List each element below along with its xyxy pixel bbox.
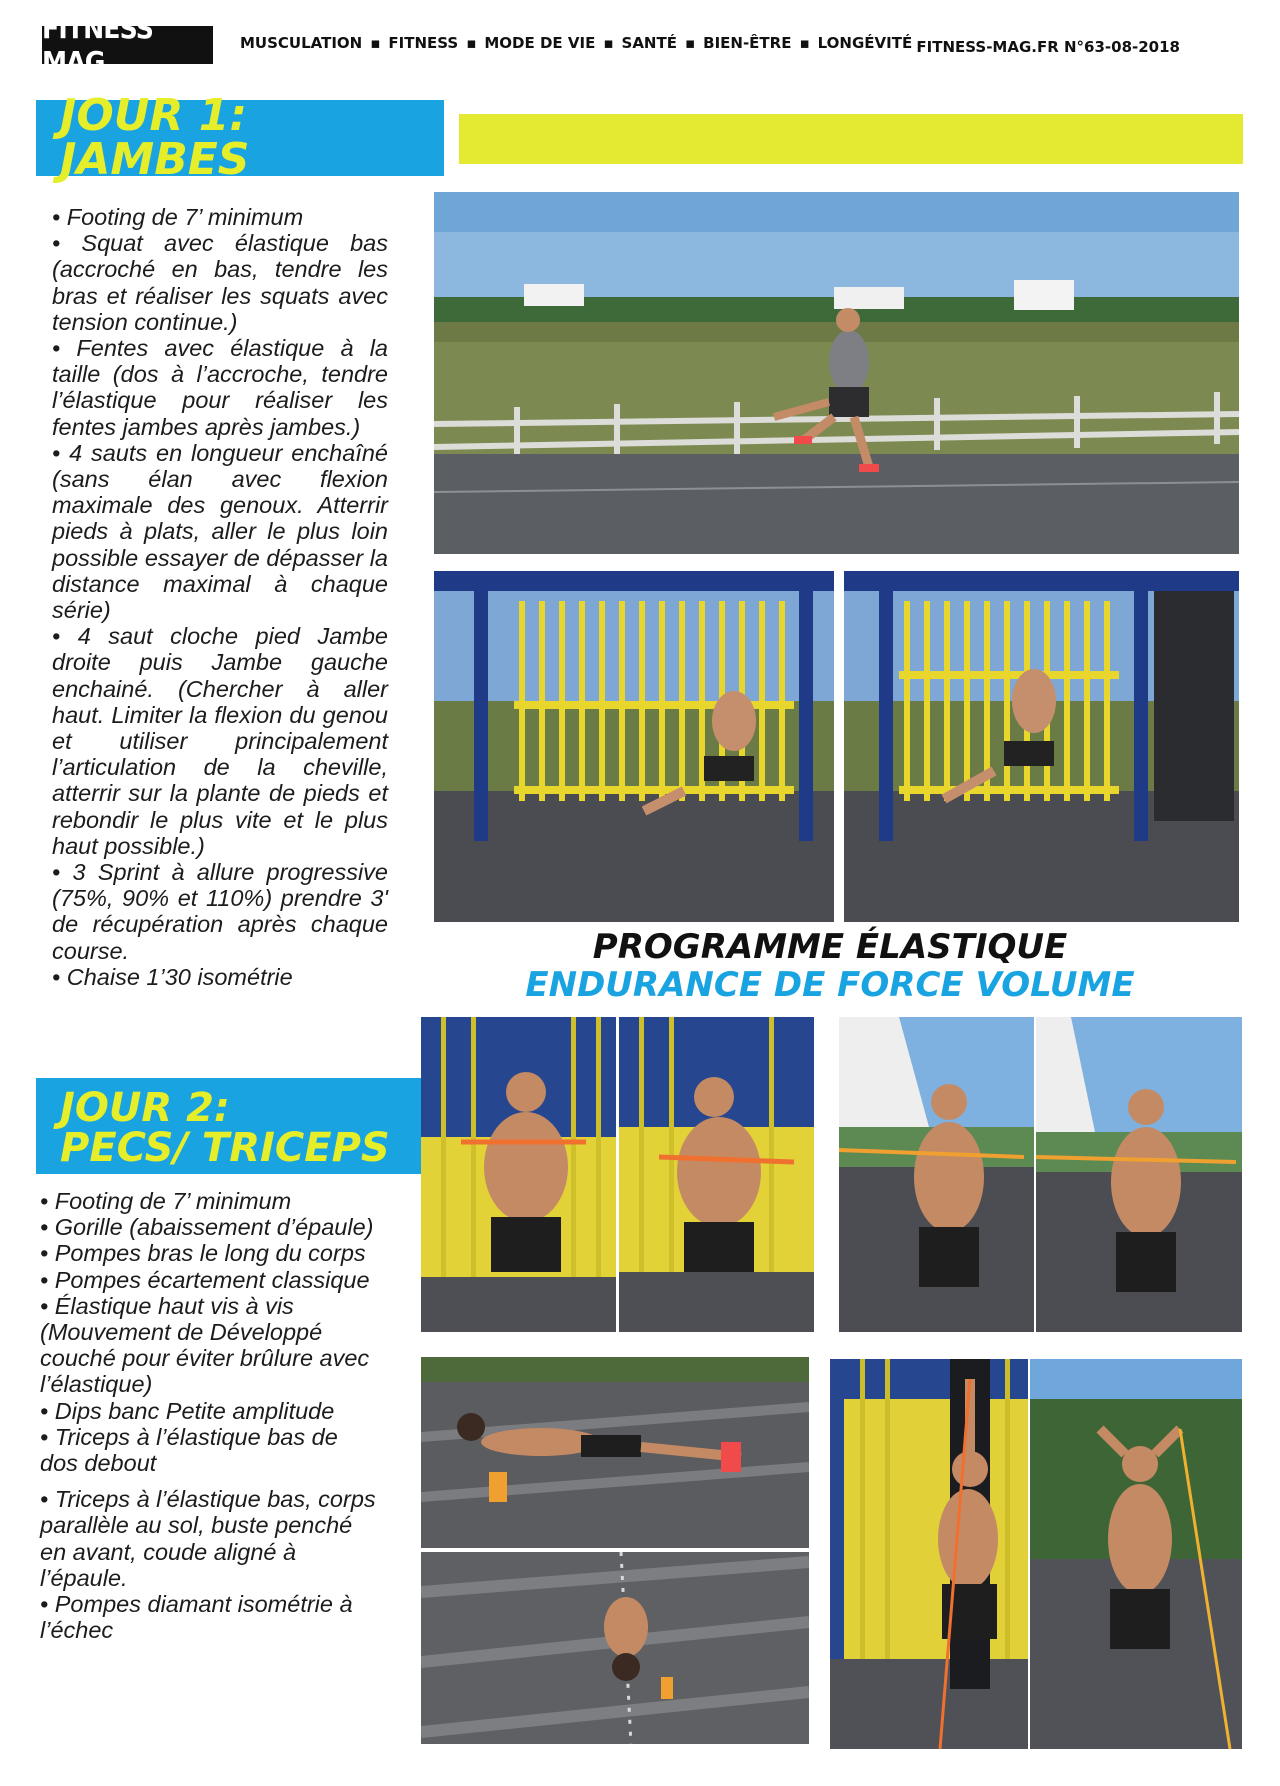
program-heading — [440, 928, 1220, 1004]
nav-separator: ▪ — [603, 34, 614, 52]
list-item: • Pompes écartement classique — [40, 1266, 370, 1293]
photo-pushup-1 — [421, 1357, 809, 1548]
list-item: • 4 sauts en longueur enchaîné (sans élan avec flexion maximale des genoux. Atterrir pieds à plats, aller le plus loin possible essayer de dépasser la distance maximal à chaque série) — [52, 439, 388, 624]
day2-title-line2: PECS/ TRICEPS — [60, 1125, 390, 1171]
day1-exercise-list — [52, 204, 388, 990]
nav-item-longevite[interactable]: LONGÉVITÉ — [817, 34, 913, 52]
list-item: • Dips banc Petite amplitude — [40, 1397, 335, 1424]
list-item: • 3 Sprint à allure progressive (75%, 90% et 110%) prendre 3' de récupération après chaque course. — [52, 859, 388, 964]
decorative-bar — [459, 114, 1243, 164]
photo-band-press-1 — [421, 1017, 616, 1332]
nav-separator: ▪ — [370, 34, 381, 52]
nav-separator: ▪ — [684, 34, 696, 52]
list-item: • Triceps à l’élastique bas, corps parallèle au sol, buste penché en avant, coude aligné à l’épaule. — [40, 1486, 376, 1591]
list-item: • Triceps à l’élastique bas de dos debout — [40, 1423, 338, 1477]
list-item: • Gorille (abaissement d’épaule) — [40, 1214, 374, 1241]
nav-separator: ▪ — [466, 34, 477, 52]
list-item: • Chaise 1’30 isométrie — [52, 963, 293, 990]
list-item: • Élastique haut vis à vis (Mouvement de Développé couché pour éviter brûlure avec l’élastique) — [40, 1292, 370, 1398]
nav-item-bien-etre[interactable]: BIEN-ÊTRE — [703, 34, 792, 52]
photo-pushup-2 — [421, 1552, 809, 1744]
day2-title — [36, 1078, 422, 1174]
list-item: • Footing de 7’ minimum — [52, 204, 304, 230]
magazine-logo[interactable]: FITNESS MAG — [42, 26, 213, 64]
list-item: • Pompes bras le long du corps — [40, 1240, 366, 1267]
photo-sprint — [434, 192, 1239, 554]
photo-band-press-2 — [619, 1017, 814, 1332]
list-item: • Footing de 7’ minimum — [40, 1188, 292, 1214]
photo-lunges — [434, 571, 1239, 922]
nav-item-fitness[interactable]: FITNESS — [388, 34, 459, 52]
nav-item-musculation[interactable]: MUSCULATION — [240, 34, 363, 52]
photo-band-fly-2 — [1036, 1017, 1242, 1332]
day1-title: JOUR 1: JAMBES — [36, 100, 444, 176]
nav-separator: ▪ — [799, 34, 810, 52]
day2-title-line1: JOUR 2: — [60, 1085, 230, 1131]
list-item: • Squat avec élastique bas (accroché en bas, tendre les bras et réaliser les squats avec tension continue.) — [52, 230, 388, 335]
list-item: • 4 saut cloche pied Jambe droite puis Jambe gauche enchainé. (Chercher à aller haut. Limiter la flexion du genou et utiliser principalement l’articulation de la cheville, atterrir sur la plante de pieds et rebondir le plus vite et le plus haut possible.) — [52, 623, 388, 859]
issue-info: FITNESS-MAG.FR N°63-08-2018 — [916, 38, 1180, 56]
photo-band-fly-1 — [839, 1017, 1034, 1332]
day2-exercise-list — [40, 1188, 380, 1643]
program-subtitle: ENDURANCE DE FORCE VOLUME — [525, 965, 1135, 1005]
photo-triceps-2 — [1030, 1359, 1242, 1749]
program-title: PROGRAMME ÉLASTIQUE — [592, 927, 1068, 967]
list-item: • Pompes diamant isométrie à l’échec — [40, 1591, 353, 1644]
list-item: • Fentes avec élastique à la taille (dos à l’accroche, tendre l’élastique pour réaliser les fentes jambes après jambes.) — [52, 335, 388, 440]
nav-item-mode-de-vie[interactable]: MODE DE VIE — [484, 34, 596, 52]
photo-triceps-1 — [830, 1359, 1028, 1749]
nav-item-sante[interactable]: SANTÉ — [621, 34, 677, 52]
section-nav — [240, 34, 912, 52]
